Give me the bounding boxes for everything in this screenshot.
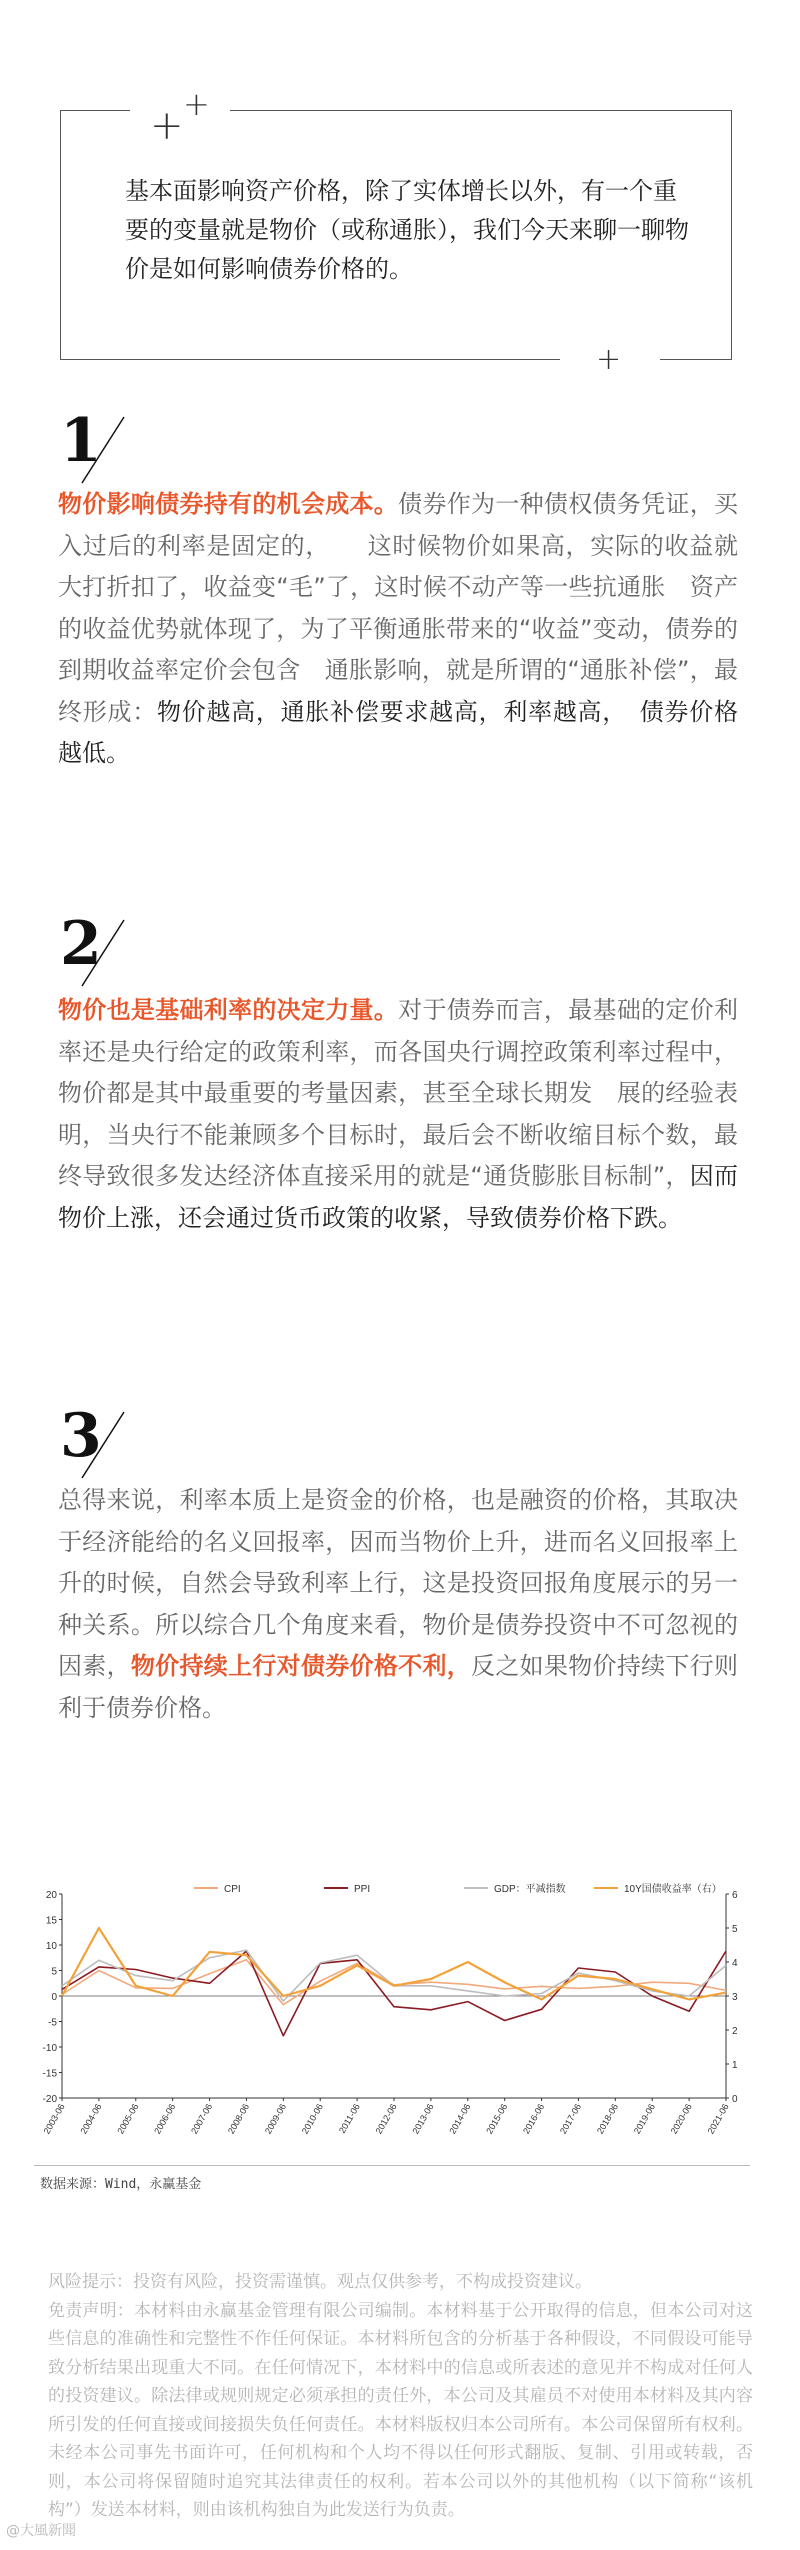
y-tick-label-left: 20 <box>45 1890 57 1901</box>
y-tick-label-right: 2 <box>732 2026 738 2037</box>
y-tick-label-left: 5 <box>51 1966 57 1978</box>
y-tick-label-left: 0 <box>51 1992 57 2003</box>
legend-label: PPI <box>354 1884 371 1895</box>
y-tick-label-left: -5 <box>48 2017 57 2029</box>
x-tick-label: 2008-06 <box>226 2102 252 2136</box>
y-tick-label-left: -15 <box>42 2068 57 2080</box>
section-1-conclusion: 物价越高，通胀补偿要求越高，利率越高， 债券价格越低。 <box>58 697 739 767</box>
y-tick-label-right: 5 <box>732 1924 738 1935</box>
legend-label: 10Y国债收益率（右） <box>624 1884 722 1895</box>
legend-label: CPI <box>224 1884 241 1895</box>
x-tick-label: 2006-06 <box>152 2102 178 2136</box>
chart-divider <box>34 2165 750 2166</box>
x-tick-label: 2013-06 <box>410 2102 436 2136</box>
x-tick-label: 2016-06 <box>521 2102 547 2136</box>
section-number-badge <box>58 406 128 485</box>
y-tick-label-right: 0 <box>732 2094 738 2105</box>
y-tick-label-right: 6 <box>732 1890 738 1901</box>
inflation-chart <box>34 1880 750 2150</box>
disclaimer <box>48 2268 753 2525</box>
slash-decoration <box>58 415 128 485</box>
risk-warning: 风险提示：投资有风险，投资需谨慎。观点仅供参考，不构成投资建议。 <box>48 2272 592 2292</box>
y-tick-label-right: 4 <box>732 1958 738 1969</box>
x-tick-label: 2021-06 <box>705 2102 731 2136</box>
section-3-paragraph <box>58 1480 738 1729</box>
y-tick-label-right: 3 <box>732 1992 738 2003</box>
section-1-highlight: 物价影响债券持有的机会成本。 <box>58 490 399 518</box>
x-tick-label: 2018-06 <box>594 2102 621 2136</box>
plus-icon: + <box>596 342 622 377</box>
section-3-body: 总得来说，利率本质上是资金的价格，也是融资的价格，其取决于经济能给的名义回报率，因而当物价上升，进而名义回报率上升的时候，自然会导致利率上行，这是投资回报角度展示的另一种关系。所以综合几个角度来看，物价是债券投资中不可忽视的因素， <box>58 1486 738 1680</box>
x-tick-label: 2020-06 <box>668 2102 694 2136</box>
x-tick-label: 2010-06 <box>299 2102 325 2136</box>
section-number: 3 <box>60 1401 102 1471</box>
x-tick-label: 2011-06 <box>336 2102 362 2136</box>
x-tick-label: 2019-06 <box>631 2102 657 2136</box>
y-tick-label-left: -10 <box>42 2043 57 2054</box>
x-tick-label: 2003-06 <box>41 2102 67 2136</box>
y-tick-label-left: -20 <box>42 2094 57 2105</box>
chart-svg <box>34 1880 750 2150</box>
section-number-badge <box>58 909 128 988</box>
x-tick-label: 2017-06 <box>558 2102 584 2136</box>
x-tick-label: 2012-06 <box>373 2102 399 2136</box>
section-number: 2 <box>60 909 102 979</box>
legend-label: GDP：平减指数 <box>494 1884 566 1895</box>
section-2-highlight: 物价也是基础利率的决定力量。 <box>58 996 399 1024</box>
plus-icon: + <box>150 103 184 149</box>
x-tick-label: 2014-06 <box>447 2102 473 2136</box>
y-tick-label-left: 10 <box>45 1941 57 1952</box>
section-1-body: 债券作为一种债权债务凭证，买入过后的利率是固定的， 这时候物价如果高，实际的收益就大打折扣了，收益变“毛”了，这时候不动产等一些抗通胀 资产的收益优势就体现了，为了平衡通胀带来的“收益”变动，债券的到期收益率定价会包含 通胀影响，就是所谓的“通胀补偿”，最终形成： <box>58 490 739 726</box>
plus-icon: + <box>183 85 210 123</box>
section-number-badge <box>58 1401 128 1480</box>
section-1-paragraph <box>58 484 738 775</box>
section-3-tail: 反之如果物价持续下行则利于债券价格。 <box>58 1652 739 1722</box>
x-tick-label: 2009-06 <box>262 2102 289 2136</box>
slash-decoration <box>58 918 128 988</box>
section-2-conclusion: 因而物价上涨，还会通过货币政策的收紧，导致债券价格下跌。 <box>58 1162 739 1232</box>
y-tick-label-right: 1 <box>732 2060 738 2071</box>
section-3-highlight: 物价持续上行对债券价格不利， <box>130 1652 472 1680</box>
section-2-body: 对于债券而言，最基础的定价利率还是央行给定的政策利率，而各国央行调控政策利率过程中，物价都是其中最重要的考量因素，甚至全球长期发 展的经验表明，当央行不能兼顾多个目标时，最后会不断收缩目标个数，最终导致很多发达经济体直接采用的就是“通货膨胀目标制”， <box>58 996 739 1190</box>
x-tick-label: 2007-06 <box>189 2102 215 2136</box>
intro-text: 基本面影响资产价格，除了实体增长以外，有一个重要的变量就是物价（或称通胀），我们今天来聊一聊物价是如何影响债券价格的。 <box>125 177 689 283</box>
y-tick-label-left: 15 <box>45 1915 57 1927</box>
disclaimer-text: 免责声明：本材料由永赢基金管理有限公司编制。本材料基于公开取得的信息，但本公司对这些信息的准确性和完整性不作任何保证。本材料所包含的分析基于各种假设，不同假设可能导致分析结果出现重大不同。在任何情况下，本材料中的信息或所表述的意见并不构成对任何人的投资建议。除法律或规则规定必须承担的责任外，本公司及其雇员不对使用本材料及其内容所引发的任何直接或间接损失负任何责任。本材料版权归本公司所有。本公司保留所有权利。未经本公司事先书面许可，任何机构和个人均不得以任何形式翻版、复制、引用或转载，否则，本公司将保留随时追究其法律责任的权利。若本公司以外的其他机构（以下简称“该机构”）发送本材料，则由该机构独自为此发送行为负责。 <box>48 2300 753 2520</box>
watermark: @大風新聞 <box>6 2523 76 2539</box>
x-tick-label: 2005-06 <box>115 2102 141 2136</box>
slash-decoration <box>58 1410 128 1480</box>
chart-source: 数据来源：Wind，永赢基金 <box>40 2177 202 2192</box>
section-2-paragraph <box>58 990 738 1239</box>
x-tick-label: 2015-06 <box>484 2102 510 2136</box>
section-number: 1 <box>60 406 102 476</box>
x-tick-label: 2004-06 <box>78 2102 104 2136</box>
